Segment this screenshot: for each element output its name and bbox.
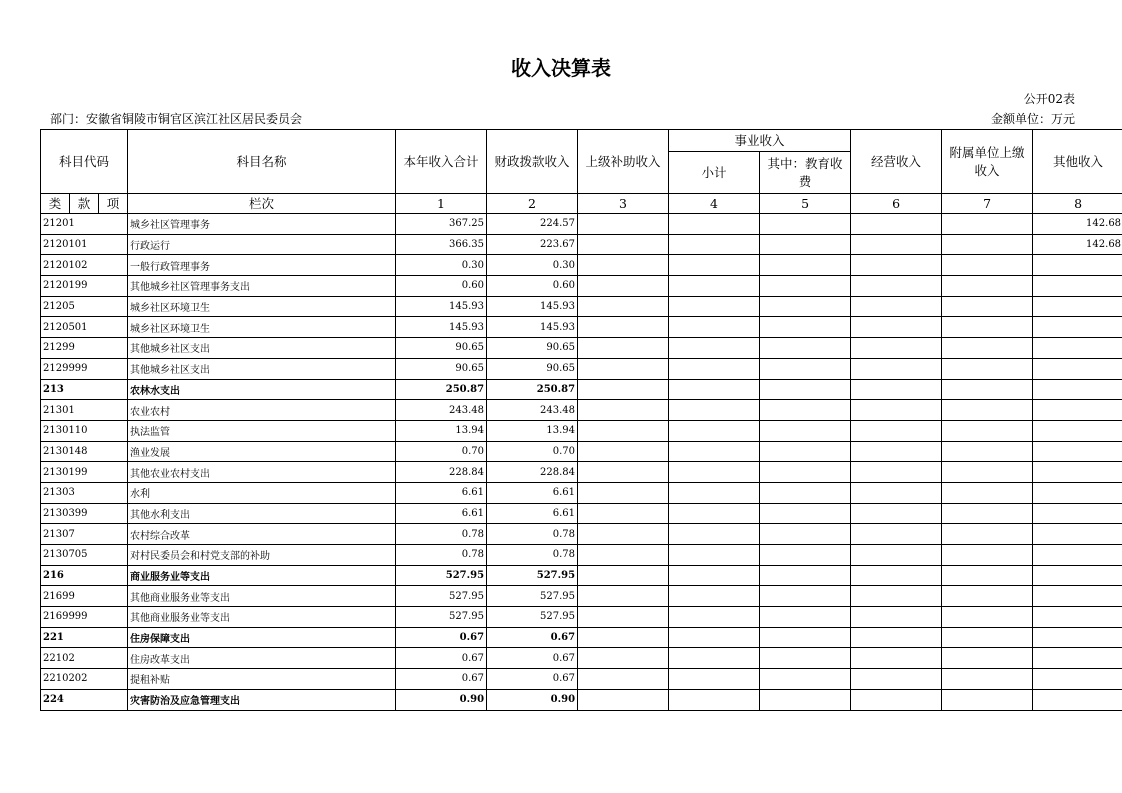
table-row bbox=[41, 648, 1122, 669]
total-cell: 527.95 bbox=[396, 565, 487, 586]
education-cell bbox=[760, 669, 851, 690]
operating-cell bbox=[851, 317, 942, 338]
subtotal-cell bbox=[669, 607, 760, 628]
subtotal-cell bbox=[669, 276, 760, 297]
subtotal-cell bbox=[669, 317, 760, 338]
name-cell: 其他水利支出 bbox=[128, 503, 396, 524]
education-cell bbox=[760, 607, 851, 628]
total-cell: 0.60 bbox=[396, 276, 487, 297]
fiscal-cell: 250.87 bbox=[487, 379, 578, 400]
col-num: 2 bbox=[487, 194, 578, 214]
education-cell bbox=[760, 276, 851, 297]
header-fiscal: 财政拨款收入 bbox=[487, 130, 578, 194]
subtotal-cell bbox=[669, 338, 760, 359]
superior-cell bbox=[578, 669, 669, 690]
operating-cell bbox=[851, 648, 942, 669]
subtotal-cell bbox=[669, 420, 760, 441]
total-cell: 0.30 bbox=[396, 255, 487, 276]
total-cell: 0.78 bbox=[396, 524, 487, 545]
department-label: 部门：安徽省铜陵市铜官区滨江社区居民委员会 bbox=[50, 112, 303, 126]
code-cell: 2120199 bbox=[41, 276, 128, 297]
other-cell bbox=[1033, 607, 1122, 628]
other-cell bbox=[1033, 524, 1122, 545]
affiliate-cell bbox=[942, 420, 1033, 441]
col-num: 5 bbox=[760, 194, 851, 214]
code-cell: 22102 bbox=[41, 648, 128, 669]
subtotal-cell bbox=[669, 255, 760, 276]
other-cell: 142.68 bbox=[1033, 234, 1122, 255]
other-cell bbox=[1033, 276, 1122, 297]
fiscal-cell: 6.61 bbox=[487, 482, 578, 503]
col-num: 4 bbox=[669, 194, 760, 214]
subtotal-cell bbox=[669, 358, 760, 379]
name-cell: 其他城乡社区支出 bbox=[128, 358, 396, 379]
other-cell bbox=[1033, 669, 1122, 690]
affiliate-cell bbox=[942, 503, 1033, 524]
fiscal-cell: 527.95 bbox=[487, 586, 578, 607]
total-cell: 0.67 bbox=[396, 627, 487, 648]
code-cell: 21303 bbox=[41, 482, 128, 503]
table-row bbox=[41, 545, 1122, 566]
total-cell: 6.61 bbox=[396, 503, 487, 524]
education-cell bbox=[760, 214, 851, 235]
fiscal-cell: 145.93 bbox=[487, 296, 578, 317]
other-cell bbox=[1033, 358, 1122, 379]
income-table bbox=[40, 129, 1122, 711]
subtotal-cell bbox=[669, 214, 760, 235]
unit-label: 金额单位：万元 bbox=[990, 112, 1075, 126]
code-cell: 2210202 bbox=[41, 669, 128, 690]
education-cell bbox=[760, 648, 851, 669]
education-cell bbox=[760, 338, 851, 359]
fiscal-cell: 224.57 bbox=[487, 214, 578, 235]
col-num: 8 bbox=[1033, 194, 1122, 214]
fiscal-cell: 6.61 bbox=[487, 503, 578, 524]
superior-cell bbox=[578, 441, 669, 462]
name-cell: 其他城乡社区管理事务支出 bbox=[128, 276, 396, 297]
total-cell: 250.87 bbox=[396, 379, 487, 400]
affiliate-cell bbox=[942, 338, 1033, 359]
table-header bbox=[41, 130, 1122, 214]
operating-cell bbox=[851, 607, 942, 628]
operating-cell bbox=[851, 420, 942, 441]
header-kuan: 款 bbox=[70, 194, 99, 214]
education-cell bbox=[760, 462, 851, 483]
subtotal-cell bbox=[669, 234, 760, 255]
fiscal-cell: 13.94 bbox=[487, 420, 578, 441]
name-cell: 水利 bbox=[128, 482, 396, 503]
superior-cell bbox=[578, 648, 669, 669]
code-cell: 2120101 bbox=[41, 234, 128, 255]
total-cell: 0.70 bbox=[396, 441, 487, 462]
education-cell bbox=[760, 503, 851, 524]
education-cell bbox=[760, 317, 851, 338]
name-cell: 执法监管 bbox=[128, 420, 396, 441]
other-cell bbox=[1033, 462, 1122, 483]
table-row bbox=[41, 669, 1122, 690]
subtotal-cell bbox=[669, 400, 760, 421]
total-cell: 366.35 bbox=[396, 234, 487, 255]
superior-cell bbox=[578, 255, 669, 276]
total-cell: 527.95 bbox=[396, 586, 487, 607]
other-cell bbox=[1033, 689, 1122, 710]
name-cell: 住房改革支出 bbox=[128, 648, 396, 669]
fiscal-cell: 0.78 bbox=[487, 524, 578, 545]
form-number: 公开02表 bbox=[1023, 92, 1075, 106]
education-cell bbox=[760, 524, 851, 545]
table-row bbox=[41, 627, 1122, 648]
operating-cell bbox=[851, 545, 942, 566]
table-body bbox=[41, 214, 1122, 711]
code-cell: 21205 bbox=[41, 296, 128, 317]
name-cell: 城乡社区环境卫生 bbox=[128, 317, 396, 338]
operating-cell bbox=[851, 400, 942, 421]
operating-cell bbox=[851, 565, 942, 586]
affiliate-cell bbox=[942, 276, 1033, 297]
education-cell bbox=[760, 586, 851, 607]
operating-cell bbox=[851, 503, 942, 524]
other-cell bbox=[1033, 586, 1122, 607]
education-cell bbox=[760, 400, 851, 421]
code-cell: 21307 bbox=[41, 524, 128, 545]
total-cell: 145.93 bbox=[396, 296, 487, 317]
table-row bbox=[41, 441, 1122, 462]
other-cell bbox=[1033, 379, 1122, 400]
superior-cell bbox=[578, 462, 669, 483]
total-cell: 145.93 bbox=[396, 317, 487, 338]
affiliate-cell bbox=[942, 545, 1033, 566]
total-cell: 0.78 bbox=[396, 545, 487, 566]
table-row bbox=[41, 565, 1122, 586]
education-cell bbox=[760, 358, 851, 379]
subtotal-cell bbox=[669, 296, 760, 317]
table-row bbox=[41, 255, 1122, 276]
code-cell: 21301 bbox=[41, 400, 128, 421]
header-education: 其中：教育收费 bbox=[760, 152, 851, 194]
table-row bbox=[41, 296, 1122, 317]
operating-cell bbox=[851, 276, 942, 297]
education-cell bbox=[760, 482, 851, 503]
operating-cell bbox=[851, 689, 942, 710]
other-cell bbox=[1033, 503, 1122, 524]
superior-cell bbox=[578, 358, 669, 379]
code-cell: 2130110 bbox=[41, 420, 128, 441]
superior-cell bbox=[578, 482, 669, 503]
code-cell: 21201 bbox=[41, 214, 128, 235]
code-cell: 221 bbox=[41, 627, 128, 648]
education-cell bbox=[760, 565, 851, 586]
table-row bbox=[41, 420, 1122, 441]
superior-cell bbox=[578, 503, 669, 524]
header-subject-code: 科目代码 bbox=[41, 130, 128, 194]
code-cell: 2129999 bbox=[41, 358, 128, 379]
other-cell bbox=[1033, 255, 1122, 276]
superior-cell bbox=[578, 586, 669, 607]
header-xiang: 项 bbox=[99, 194, 128, 214]
other-cell bbox=[1033, 317, 1122, 338]
fiscal-cell: 527.95 bbox=[487, 565, 578, 586]
fiscal-cell: 527.95 bbox=[487, 607, 578, 628]
affiliate-cell bbox=[942, 689, 1033, 710]
code-cell: 224 bbox=[41, 689, 128, 710]
fiscal-cell: 90.65 bbox=[487, 358, 578, 379]
col-num: 6 bbox=[851, 194, 942, 214]
name-cell: 渔业发展 bbox=[128, 441, 396, 462]
code-cell: 21699 bbox=[41, 586, 128, 607]
table-row bbox=[41, 586, 1122, 607]
fiscal-cell: 223.67 bbox=[487, 234, 578, 255]
affiliate-cell bbox=[942, 400, 1033, 421]
header-lanci: 栏次 bbox=[128, 194, 396, 214]
fiscal-cell: 0.90 bbox=[487, 689, 578, 710]
code-cell: 216 bbox=[41, 565, 128, 586]
operating-cell bbox=[851, 255, 942, 276]
education-cell bbox=[760, 255, 851, 276]
name-cell: 对村民委员会和村党支部的补助 bbox=[128, 545, 396, 566]
header-subject-name: 科目名称 bbox=[128, 130, 396, 194]
table-row bbox=[41, 214, 1122, 235]
name-cell: 农业农村 bbox=[128, 400, 396, 421]
fiscal-cell: 0.70 bbox=[487, 441, 578, 462]
name-cell: 农林水支出 bbox=[128, 379, 396, 400]
subtotal-cell bbox=[669, 689, 760, 710]
affiliate-cell bbox=[942, 255, 1033, 276]
code-cell: 2130148 bbox=[41, 441, 128, 462]
affiliate-cell bbox=[942, 627, 1033, 648]
code-cell: 2169999 bbox=[41, 607, 128, 628]
name-cell: 农村综合改革 bbox=[128, 524, 396, 545]
total-cell: 13.94 bbox=[396, 420, 487, 441]
subtotal-cell bbox=[669, 482, 760, 503]
superior-cell bbox=[578, 524, 669, 545]
page-title: 收入决算表 bbox=[511, 56, 611, 80]
affiliate-cell bbox=[942, 358, 1033, 379]
name-cell: 一般行政管理事务 bbox=[128, 255, 396, 276]
other-cell bbox=[1033, 400, 1122, 421]
other-cell bbox=[1033, 441, 1122, 462]
fiscal-cell: 0.67 bbox=[487, 627, 578, 648]
superior-cell bbox=[578, 400, 669, 421]
operating-cell bbox=[851, 627, 942, 648]
header-subtotal: 小计 bbox=[669, 152, 760, 194]
subtotal-cell bbox=[669, 462, 760, 483]
name-cell: 提租补贴 bbox=[128, 669, 396, 690]
education-cell bbox=[760, 296, 851, 317]
code-cell: 2130705 bbox=[41, 545, 128, 566]
header-affiliate: 附属单位上缴收入 bbox=[942, 130, 1033, 194]
other-cell bbox=[1033, 296, 1122, 317]
subtotal-cell bbox=[669, 524, 760, 545]
subtotal-cell bbox=[669, 648, 760, 669]
total-cell: 0.90 bbox=[396, 689, 487, 710]
affiliate-cell bbox=[942, 482, 1033, 503]
operating-cell bbox=[851, 482, 942, 503]
fiscal-cell: 243.48 bbox=[487, 400, 578, 421]
operating-cell bbox=[851, 338, 942, 359]
col-num: 7 bbox=[942, 194, 1033, 214]
table-row bbox=[41, 234, 1122, 255]
education-cell bbox=[760, 441, 851, 462]
education-cell bbox=[760, 689, 851, 710]
operating-cell bbox=[851, 358, 942, 379]
operating-cell bbox=[851, 524, 942, 545]
table-row bbox=[41, 400, 1122, 421]
operating-cell bbox=[851, 234, 942, 255]
superior-cell bbox=[578, 689, 669, 710]
header-operating: 经营收入 bbox=[851, 130, 942, 194]
affiliate-cell bbox=[942, 607, 1033, 628]
table-row bbox=[41, 689, 1122, 710]
superior-cell bbox=[578, 420, 669, 441]
table-row bbox=[41, 524, 1122, 545]
operating-cell bbox=[851, 669, 942, 690]
header-lei: 类 bbox=[41, 194, 70, 214]
fiscal-cell: 228.84 bbox=[487, 462, 578, 483]
total-cell: 243.48 bbox=[396, 400, 487, 421]
affiliate-cell bbox=[942, 379, 1033, 400]
fiscal-cell: 0.78 bbox=[487, 545, 578, 566]
affiliate-cell bbox=[942, 234, 1033, 255]
code-cell: 21299 bbox=[41, 338, 128, 359]
superior-cell bbox=[578, 214, 669, 235]
code-cell: 213 bbox=[41, 379, 128, 400]
code-cell: 2120102 bbox=[41, 255, 128, 276]
header-other: 其他收入 bbox=[1033, 130, 1122, 194]
other-cell bbox=[1033, 482, 1122, 503]
education-cell bbox=[760, 379, 851, 400]
operating-cell bbox=[851, 586, 942, 607]
total-cell: 6.61 bbox=[396, 482, 487, 503]
header-business: 事业收入 bbox=[669, 130, 851, 152]
name-cell: 其他农业农村支出 bbox=[128, 462, 396, 483]
affiliate-cell bbox=[942, 317, 1033, 338]
name-cell: 商业服务业等支出 bbox=[128, 565, 396, 586]
fiscal-cell: 0.67 bbox=[487, 669, 578, 690]
superior-cell bbox=[578, 317, 669, 338]
fiscal-cell: 0.67 bbox=[487, 648, 578, 669]
subtotal-cell bbox=[669, 586, 760, 607]
name-cell: 城乡社区管理事务 bbox=[128, 214, 396, 235]
total-cell: 90.65 bbox=[396, 338, 487, 359]
other-cell bbox=[1033, 545, 1122, 566]
table-row bbox=[41, 317, 1122, 338]
affiliate-cell bbox=[942, 565, 1033, 586]
superior-cell bbox=[578, 545, 669, 566]
other-cell bbox=[1033, 648, 1122, 669]
name-cell: 行政运行 bbox=[128, 234, 396, 255]
col-num: 1 bbox=[396, 194, 487, 214]
fiscal-cell: 0.30 bbox=[487, 255, 578, 276]
affiliate-cell bbox=[942, 214, 1033, 235]
table-row bbox=[41, 358, 1122, 379]
fiscal-cell: 145.93 bbox=[487, 317, 578, 338]
table-row bbox=[41, 276, 1122, 297]
table-row bbox=[41, 462, 1122, 483]
subtotal-cell bbox=[669, 669, 760, 690]
superior-cell bbox=[578, 565, 669, 586]
subtotal-cell bbox=[669, 441, 760, 462]
name-cell: 灾害防治及应急管理支出 bbox=[128, 689, 396, 710]
superior-cell bbox=[578, 627, 669, 648]
education-cell bbox=[760, 420, 851, 441]
subtotal-cell bbox=[669, 627, 760, 648]
other-cell bbox=[1033, 338, 1122, 359]
subtotal-cell bbox=[669, 545, 760, 566]
superior-cell bbox=[578, 338, 669, 359]
table-row bbox=[41, 338, 1122, 359]
affiliate-cell bbox=[942, 524, 1033, 545]
name-cell: 其他城乡社区支出 bbox=[128, 338, 396, 359]
subtotal-cell bbox=[669, 565, 760, 586]
affiliate-cell bbox=[942, 586, 1033, 607]
other-cell bbox=[1033, 627, 1122, 648]
total-cell: 90.65 bbox=[396, 358, 487, 379]
code-cell: 2130199 bbox=[41, 462, 128, 483]
fiscal-cell: 0.60 bbox=[487, 276, 578, 297]
table-row bbox=[41, 503, 1122, 524]
total-cell: 0.67 bbox=[396, 648, 487, 669]
fiscal-cell: 90.65 bbox=[487, 338, 578, 359]
table-row bbox=[41, 379, 1122, 400]
total-cell: 527.95 bbox=[396, 607, 487, 628]
superior-cell bbox=[578, 234, 669, 255]
code-cell: 2130399 bbox=[41, 503, 128, 524]
affiliate-cell bbox=[942, 648, 1033, 669]
superior-cell bbox=[578, 296, 669, 317]
name-cell: 城乡社区环境卫生 bbox=[128, 296, 396, 317]
header-total: 本年收入合计 bbox=[396, 130, 487, 194]
total-cell: 367.25 bbox=[396, 214, 487, 235]
superior-cell bbox=[578, 379, 669, 400]
affiliate-cell bbox=[942, 669, 1033, 690]
name-cell: 其他商业服务业等支出 bbox=[128, 607, 396, 628]
operating-cell bbox=[851, 462, 942, 483]
name-cell: 住房保障支出 bbox=[128, 627, 396, 648]
other-cell: 142.68 bbox=[1033, 214, 1122, 235]
other-cell bbox=[1033, 565, 1122, 586]
col-num: 3 bbox=[578, 194, 669, 214]
education-cell bbox=[760, 234, 851, 255]
superior-cell bbox=[578, 607, 669, 628]
subtotal-cell bbox=[669, 379, 760, 400]
table-row bbox=[41, 607, 1122, 628]
affiliate-cell bbox=[942, 462, 1033, 483]
affiliate-cell bbox=[942, 441, 1033, 462]
education-cell bbox=[760, 627, 851, 648]
header-superior: 上级补助收入 bbox=[578, 130, 669, 194]
code-cell: 2120501 bbox=[41, 317, 128, 338]
total-cell: 228.84 bbox=[396, 462, 487, 483]
operating-cell bbox=[851, 296, 942, 317]
other-cell bbox=[1033, 420, 1122, 441]
education-cell bbox=[760, 545, 851, 566]
affiliate-cell bbox=[942, 296, 1033, 317]
name-cell: 其他商业服务业等支出 bbox=[128, 586, 396, 607]
total-cell: 0.67 bbox=[396, 669, 487, 690]
operating-cell bbox=[851, 214, 942, 235]
superior-cell bbox=[578, 276, 669, 297]
operating-cell bbox=[851, 441, 942, 462]
table-row bbox=[41, 482, 1122, 503]
operating-cell bbox=[851, 379, 942, 400]
subtotal-cell bbox=[669, 503, 760, 524]
